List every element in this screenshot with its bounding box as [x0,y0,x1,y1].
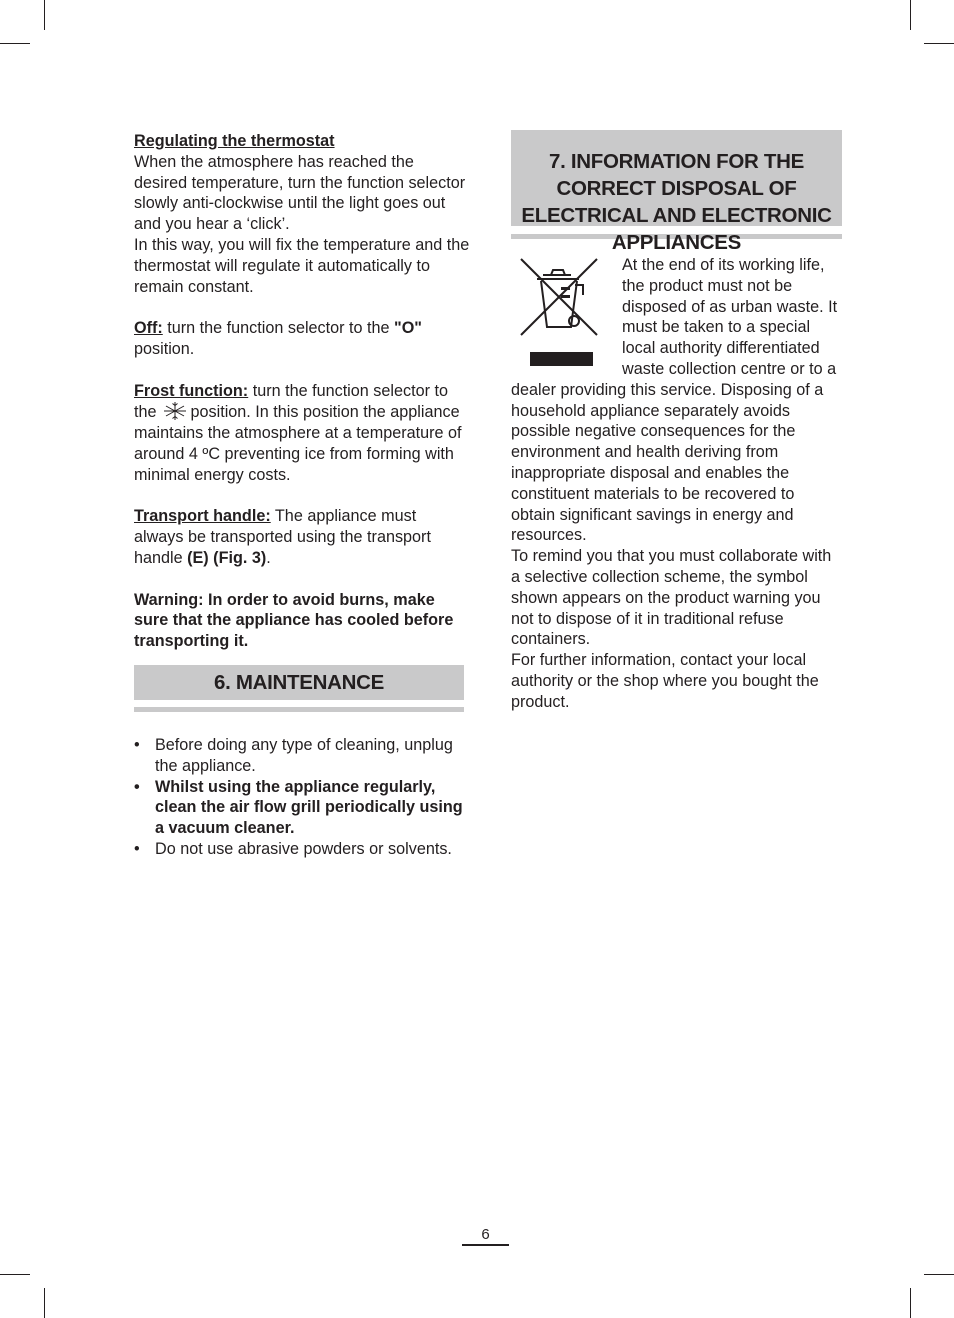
crossed-out-wheelie-bin-icon [511,255,605,375]
right-column [511,130,842,713]
off-text: turn the function selector to the [162,319,395,338]
crop-mark [0,1274,30,1275]
page-number: 6 [481,1226,490,1243]
list-item: • Before doing any type of cleaning, unplug the appliance. [134,735,470,777]
crop-mark [924,1274,954,1275]
off-label: Off: [134,319,163,338]
crop-mark [44,1288,45,1318]
maintenance-list [134,735,470,860]
thermostat-paragraph: In this way, you will fix the temperature and the thermostat will regulate it automatically to remain constant. [134,235,470,296]
off-tail: position. [134,339,195,358]
crop-mark [44,0,45,30]
transport-paragraph [134,506,470,568]
disposal-body [511,255,842,713]
crop-mark [924,43,954,44]
frost-text: turn the function selector to the [134,381,448,422]
list-item: • Do not use abrasive powders or solvents. [134,839,470,860]
disposal-paragraph: At the end of its working life, the product must not be disposed of as urban waste. It must be taken to a special local authority differentiated waste collection centre or to a dealer providing this service. Disposing of a household appliance separately avoids possible negative consequences for the environment and health deriving from inappropriate disposal and enables the constituent materials to be recovered to obtain significant savings in energy and resources. [511,256,838,545]
frost-label: Frost function: [134,381,249,400]
transport-tail: . [266,548,271,567]
disposal-paragraph: For further information, contact your local authority or the shop where you bought the product. [511,651,819,711]
transport-ref: (E) (Fig. 3) [187,548,267,567]
thermostat-heading: Regulating the thermostat [134,132,335,150]
warning-text: Warning: In order to avoid burns, make sure that the appliance has cooled before transporting it. [134,590,454,651]
crop-mark [910,0,911,30]
disposal-heading: 7. INFORMATION FOR THE CORRECT DISPOSAL OF ELECTRICAL AND ELECTRONIC APPLIANCES [511,130,842,226]
crop-mark [0,43,30,44]
left-column [134,131,470,860]
frost-paragraph [134,381,470,486]
page-number-rule [462,1244,509,1246]
heading-rule [134,707,464,712]
off-value: "O" [394,319,422,338]
transport-text: The appliance must always be transported using the transport handle [134,507,431,567]
transport-label: Transport handle: [134,507,271,526]
snowflake-icon [163,401,187,421]
list-item: • Whilst using the appliance regularly, clean the air flow grill periodically using a vacuum cleaner. [134,777,470,839]
thermostat-paragraph: When the atmosphere has reached the desired temperature, turn the function selector slowly anti-clockwise until the light goes out and you hear a ‘click’. [134,152,466,234]
maintenance-heading: 6. MAINTENANCE [134,665,464,700]
disposal-paragraph: To remind you that you must collaborate with a selective collection scheme, the symbol shown appears on the product warning you not to dispose of it in traditional refuse containers. [511,547,832,649]
frost-text-after: position. In this position the appliance maintains the atmosphere at a temperature of around 4 ºC preventing ice from forming with minimal energy costs. [134,403,462,484]
crop-mark [910,1288,911,1318]
off-paragraph [134,318,470,360]
